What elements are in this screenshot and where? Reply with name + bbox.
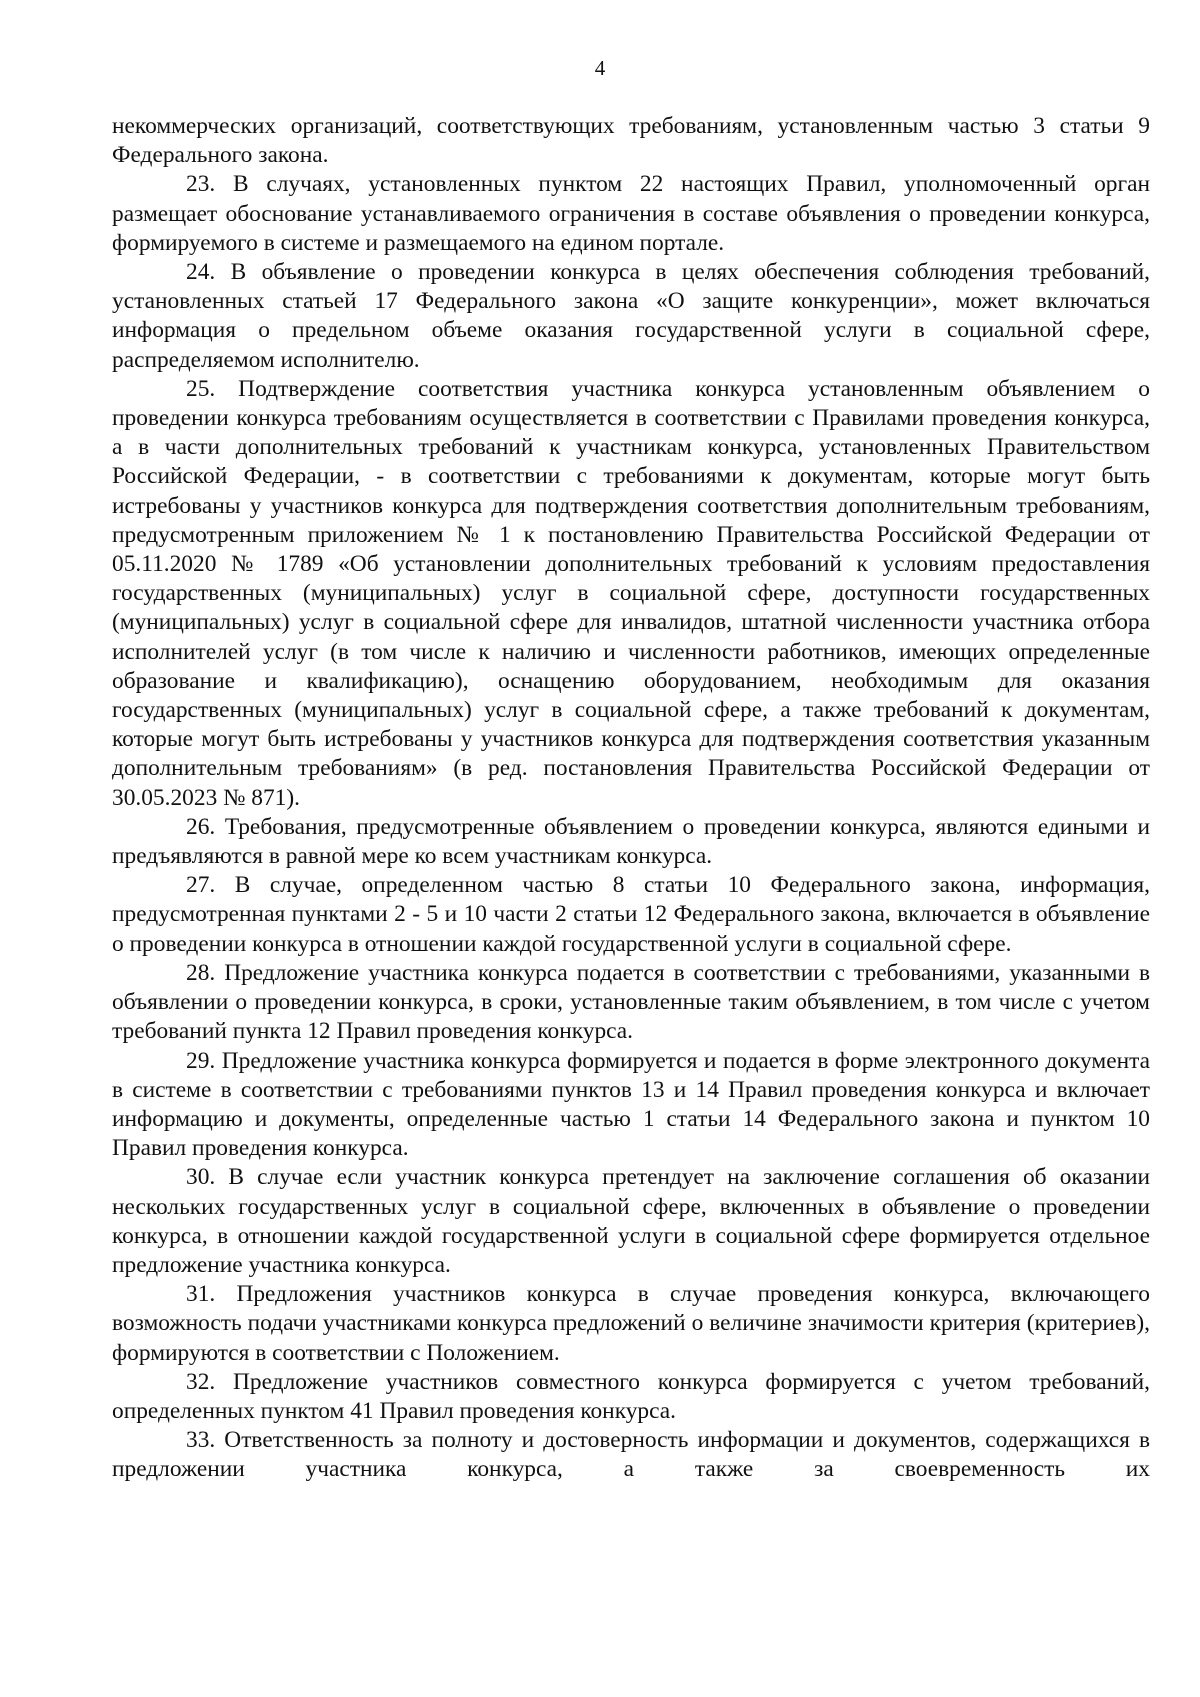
paragraph-24: 24. В объявление о проведении конкурса в целях обеспечения соблюдения требований, установленных статьей 17 Федерального закона «О защите конкуренции», может включаться информация о предельном объеме оказания государственной услуги в социальной сфере, распределяемом исполнителю. <box>112 259 1150 373</box>
paragraph-30: 30. В случае если участник конкурса претендует на заключение соглашения об оказании нескольких государственных услуг в социальной сфере, включенных в объявление о проведении конкурса, в отношении каждой государственной услуги в социальной сфере формируется отдельное предложение участника конкурса. <box>112 1164 1150 1278</box>
paragraph-26: 26. Требования, предусмотренные объявлением о проведении конкурса, являются едиными и предъявляются в равной мере ко всем участникам конкурса. <box>112 813 1150 870</box>
paragraph-23: 23. В случаях, установленных пунктом 22 настоящих Правил, уполномоченный орган размещает обоснование устанавливаемого ограничения в составе объявления о проведении конкурса, формируемого в системе и размещаемого на едином портале. <box>112 171 1150 256</box>
paragraph-28: 28. Предложение участника конкурса подается в соответствии с требованиями, указанными в объявлении о проведении конкурса, в сроки, установленные таким объявлением, в том числе с учетом требований пункта 12 Правил проведения конкурса. <box>112 959 1150 1045</box>
paragraph-25: 25. Подтверждение соответствия участника конкурса установленным объявлением о проведении конкурса требованиям осуществляется в соответствии с Правилами проведения конкурса, а в части дополнительных требований к участникам конкурса, установленных Правительством Российской Федерации, - в соответствии с требованиями к документам, которые могут быть истребованы у участников конкурса для подтверждения соответствия дополнительным требованиям, предусмотренным приложением № 1 к постановлению Правительства Российской Федерации от 05.11.2020 № 1789 «Об установлении дополнительных требований к условиям предоставления государственных (муниципальных) услуг в социальной сфере, доступности государственных (муниципальных) услуг в социальной сфере для инвалидов, штатной численности участника отбора исполнителей услуг (в том числе к наличию и численности работников, имеющих определенные образование и квалификацию), оснащению оборудованием, необходимым для оказания государственных (муниципальных) услуг в социальной сфере, а также требований к документам, которые могут быть истребованы у участников конкурса для подтверждения соответствия указанным дополнительным требованиям» (в ред. постановления Правительства Российской Федерации от 30.05.2023 № 871). <box>112 375 1150 811</box>
paragraph-33: 33. Ответственность за полноту и достоверность информации и документов, содержащихся в предложении участника конкурса, а также за своевременность их <box>112 1427 1150 1483</box>
paragraph-32: 32. Предложение участников совместного конкурса формируется с учетом требований, определенных пунктом 41 Правил проведения конкурса. <box>112 1368 1150 1424</box>
paragraph-continuation: некоммерческих организаций, соответствующих требованиям, установленным частью 3 статьи 9 Федерального закона. <box>112 113 1150 169</box>
page-number: 4 <box>594 56 606 80</box>
document-body <box>112 112 1150 1485</box>
paragraph-29: 29. Предложение участника конкурса формируется и подается в форме электронного документа в системе в соответствии с требованиями пунктов 13 и 14 Правил проведения конкурса и включает информацию и документы, определенные частью 1 статьи 14 Федерального закона и пунктом 10 Правил проведения конкурса. <box>112 1047 1150 1162</box>
paragraph-27: 27. В случае, определенном частью 8 статьи 10 Федерального закона, информация, предусмотренная пунктами 2 - 5 и 10 части 2 статьи 12 Федерального закона, включается в объявление о проведении конкурса в отношении каждой государственной услуги в социальной сфере. <box>112 872 1150 957</box>
paragraph-31: 31. Предложения участников конкурса в случае проведения конкурса, включающего возможность подачи участниками конкурса предложений о величине значимости критерия (критериев), формируются в соответствии с Положением. <box>112 1281 1150 1366</box>
